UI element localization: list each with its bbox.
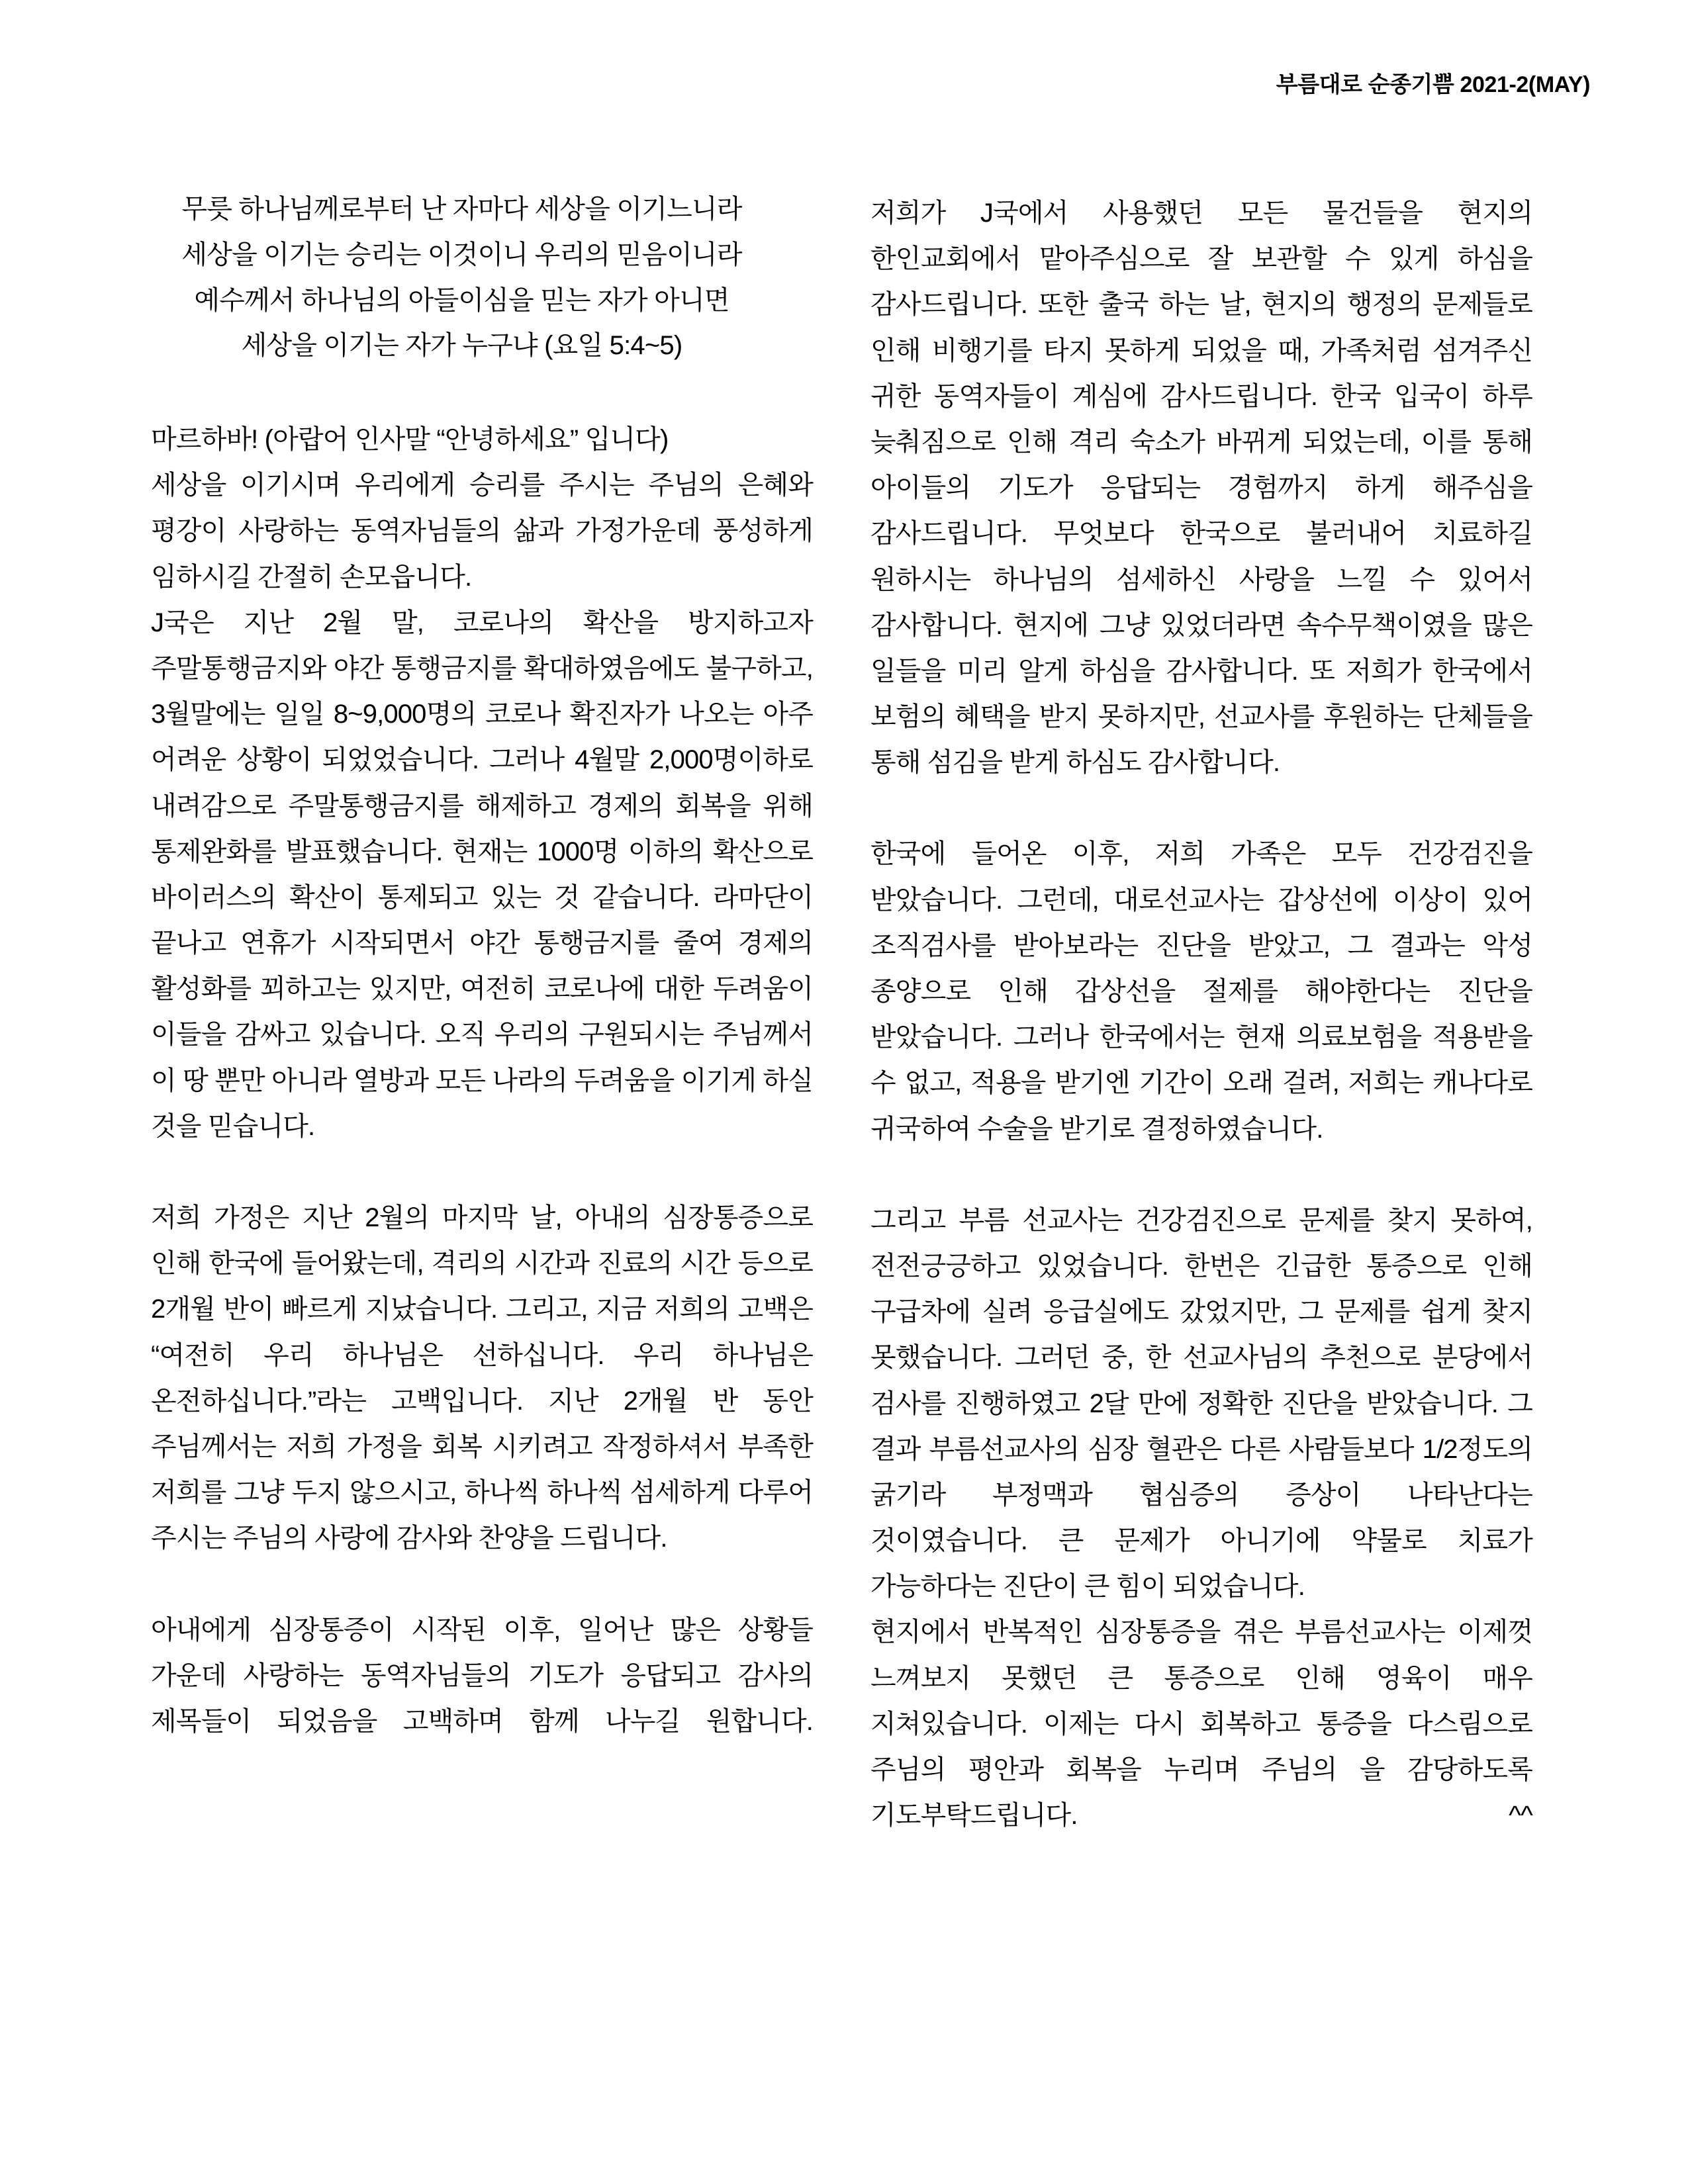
- scripture-line-3: 예수께서 하나님의 아들이심을 믿는 자가 아니면: [194, 285, 729, 315]
- paragraph-thanks-belongings: 저희가 J국에서 사용했던 모든 물건들을 현지의 한인교회에서 맡아주심으로 잘 보관할 수 있게 하심을 감사드립니다. 또한 출국 하는 날, 현지의 행정의 문제들로 인해 비행기를 타지 못하게 되었을 때, 가족처럼 섬겨주신 귀한 동역자들이 계심에 감사드립니다. 한국 입국이 하루 늦춰짐으로 인해 격리 숙소가 바뀌게 되었는데, 이를 통해 아이들의 기도가 응답되는 경험까지 하게 해주심을 감사드립니다. 무엇보다 한국으로 불러내어 치료하길 원하시는 하나님의 섬세하신 사랑을 느낄 수 있어서 감사합니다. 현지에 그냥 있었더라면 속수무책이였을 많은 일들을 미리 알게 하심을 감사합니다. 또 저희가 한국에서 보험의 혜택을 받지 못하지만, 선교사를 후원하는 단체들을 통해 섬김을 받게 하심도 감사합니다.: [870, 199, 1532, 778]
- scripture-quote: [116, 187, 808, 369]
- paragraph-blessing: 세상을 이기시며 우리에게 승리를 주시는 주님의 은혜와 평강이 사랑하는 동역자님들의 삶과 가정가운데 풍성하게 임하시길 간절히 손모읍니다.: [151, 471, 813, 592]
- body-left-column: [151, 417, 813, 1790]
- body-right-column: [870, 191, 1532, 1885]
- paragraph-health-checkup: 한국에 들어온 이후, 저희 가족은 모두 건강검진을 받았습니다. 그런데, 대로선교사는 갑상선에 이상이 있어 조직검사를 받아보라는 진단을 받았고, 그 결과는 악성 종양으로 인해 갑상선을 절제를 해야한다는 진단을 받았습니다. 그러나 한국에서는 현재 의료보험을 적용받을 수 없고, 적용을 받기엔 기간이 오래 걸려, 저희는 캐나다로 귀국하여 수술을 받기로 결정하였습니다.: [870, 839, 1532, 1144]
- paragraph-greeting: 마르하바! (아랍어 인사말 “안녕하세요” 입니다): [151, 425, 669, 454]
- paragraph-jcountry-covid: J국은 지난 2월 말, 코로나의 확산을 방지하고자 주말통행금지와 야간 통행금지를 확대하였음에도 불구하고, 3월말에는 일일 8~9,000명의 코로나 확진자가 나오는 아주 어려운 상황이 되었었습니다. 그러나 4월말 2,000명이하로 내려감으로 주말통행금지를 해제하고 경제의 회복을 위해 통제완화를 발표했습니다. 현재는 1000명 이하의 확산으로 바이러스의 확산이 통제되고 있는 것 같습니다. 라마단이 끝나고 연휴가 시작되면서 야간 통행금지를 줄여 경제의 활성화를 꾀하고는 있지만, 여전히 코로나에 대한 두려움이 이들을 감싸고 있습니다. 오직 우리의 구원되시는 주님께서 이 땅 뿐만 아니라 열방과 모든 나라의 두려움을 이기게 하실 것을 믿습니다.: [151, 608, 813, 1141]
- scripture-line-4: 세상을 이기는 자가 누구냐 (요일 5:4~5): [241, 331, 682, 361]
- paragraph-heart-diagnosis: 그리고 부름 선교사는 건강검진으로 문제를 찾지 못하여, 전전긍긍하고 있었습니다. 한번은 긴급한 통증으로 인해 구급차에 실려 응급실에도 갔었지만, 그 문제를 쉽게 찾지 못했습니다. 그러던 중, 한 선교사님의 추천으로 분당에서 검사를 진행하였고 2달 만에 정확한 진단을 받았습니다. 그 결과 부름선교사의 심장 혈관은 다른 사람들보다 1/2정도의 굵기라 부정맥과 협심증의 증상이 나타난다는 것이였습니다. 큰 문제가 아니기에 약물로 치료가 가능하다는 진단이 큰 힘이 되었습니다.: [870, 1205, 1532, 1602]
- scripture-line-2: 세상을 이기는 승리는 이것이니 우리의 믿음이니라: [181, 240, 742, 269]
- paragraph-prayer-answered: 아내에게 심장통증이 시작된 이후, 일어난 많은 상황들 가운데 사랑하는 동역자님들의 기도가 응답되고 감사의 제목들이 되었음을 고백하며 함께 나누길 원합니다.: [151, 1615, 813, 1736]
- paragraph-family-return: 저희 가정은 지난 2월의 마지막 날, 아내의 심장통증으로 인해 한국에 들어왔는데, 격리의 시간과 진료의 시간 등으로 2개월 반이 빠르게 지났습니다. 그리고, 지금 저희의 고백은 “여전히 우리 하나님은 선하십니다. 우리 하나님은 온전하십니다.”라는 고백입니다. 지난 2개월 반 동안 주님께서는 저희 가정을 회복 시키려고 작정하셔서 부족한 저희를 그냥 두지 않으시고, 하나씩 하나씩 섬세하게 다루어 주시는 주님의 사랑에 감사와 찬양을 드립니다.: [151, 1203, 813, 1553]
- scripture-line-1: 무릇 하나님께로부터 난 자마다 세상을 이기느니라: [181, 195, 742, 224]
- page-header-title: 부름대로 순종기쁨 2021-2(MAY): [1276, 72, 1590, 97]
- paragraph-prayer-request: 현지에서 반복적인 심장통증을 겪은 부름선교사는 이제껏 느껴보지 못했던 큰 통증으로 인해 영육이 매우 지쳐있습니다. 이제는 다시 회복하고 통증을 다스림으로 주님의 평안과 회복을 누리며 주님의 을 감당하도록 기도부탁드립니다. ^^: [870, 1617, 1532, 1831]
